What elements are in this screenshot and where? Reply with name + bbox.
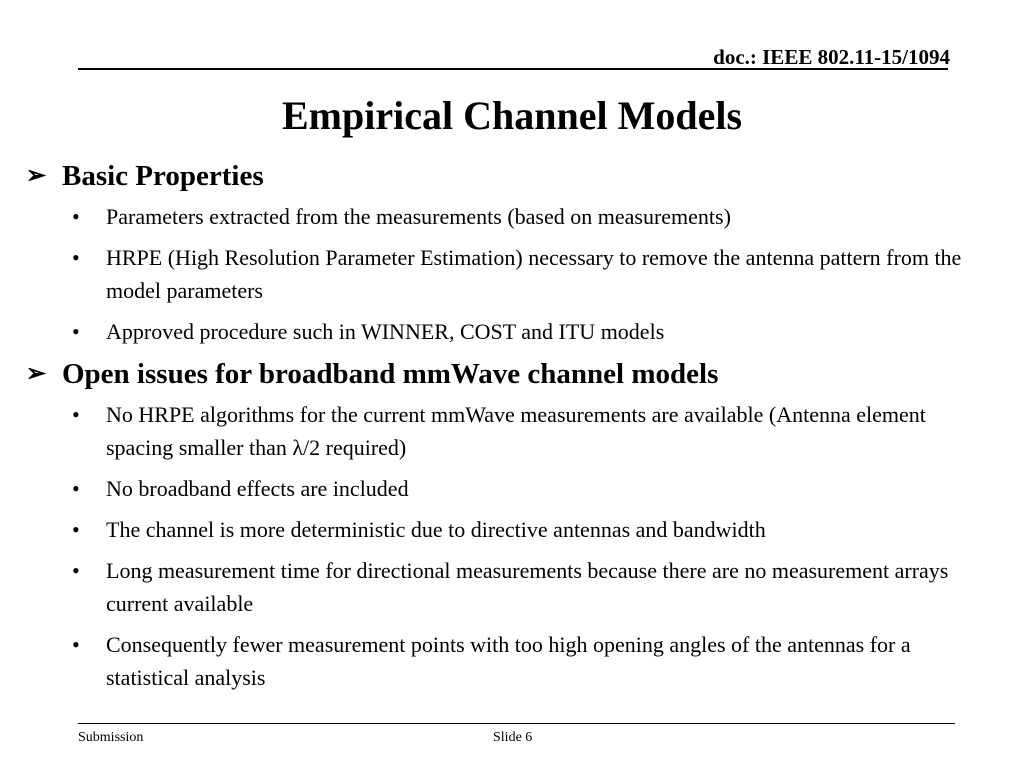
header-divider xyxy=(78,68,948,70)
list-item-text: Parameters extracted from the measurements (based on measurements) xyxy=(106,204,731,229)
arrow-bullet-icon: ➢ xyxy=(26,361,47,387)
section-heading-text: Basic Properties xyxy=(62,160,264,192)
section-open-issues xyxy=(26,356,986,694)
list-item-text: Consequently fewer measurement points with too high opening angles of the antennas for a statistical analysis xyxy=(106,632,911,690)
arrow-bullet-icon: ➢ xyxy=(26,163,47,189)
list-item-text: Approved procedure such in WINNER, COST and ITU models xyxy=(106,319,665,344)
section-heading xyxy=(26,158,986,194)
bullet-dot-icon: • xyxy=(72,476,80,501)
list-item xyxy=(26,398,986,464)
bullet-list xyxy=(26,200,986,348)
bullet-dot-icon: • xyxy=(72,402,80,427)
list-item xyxy=(26,472,986,505)
footer-submission-label: Submission xyxy=(78,730,144,745)
document-id: doc.: IEEE 802.11-15/1094 xyxy=(713,45,950,69)
slide-number: Slide 6 xyxy=(493,730,533,745)
section-heading-text: Open issues for broadband mmWave channel models xyxy=(62,358,719,390)
footer-divider xyxy=(78,723,955,724)
section-heading xyxy=(26,356,986,392)
section-basic-properties xyxy=(26,158,986,348)
list-item xyxy=(26,628,986,694)
list-item-text: No HRPE algorithms for the current mmWave measurements are available (Antenna element spacing smaller than λ/2 required) xyxy=(106,402,926,460)
bullet-dot-icon: • xyxy=(72,517,80,542)
list-item-text: Long measurement time for directional measurements because there are no measurement arrays current available xyxy=(106,558,949,616)
list-item-text: The channel is more deterministic due to directive antennas and bandwidth xyxy=(106,517,766,542)
bullet-dot-icon: • xyxy=(72,204,80,229)
list-item xyxy=(26,554,986,620)
bullet-list xyxy=(26,398,986,694)
list-item xyxy=(26,241,986,307)
slide-title: Empirical Channel Models xyxy=(281,93,743,138)
bullet-dot-icon: • xyxy=(72,319,80,344)
slide-body xyxy=(26,158,986,702)
list-item xyxy=(26,513,986,546)
list-item-text: HRPE (High Resolution Parameter Estimation) necessary to remove the antenna pattern from the model parameters xyxy=(106,245,962,303)
bullet-dot-icon: • xyxy=(72,245,80,270)
list-item-text: No broadband effects are included xyxy=(106,476,409,501)
bullet-dot-icon: • xyxy=(72,558,80,583)
list-item xyxy=(26,315,986,348)
bullet-dot-icon: • xyxy=(72,632,80,657)
list-item xyxy=(26,200,986,233)
